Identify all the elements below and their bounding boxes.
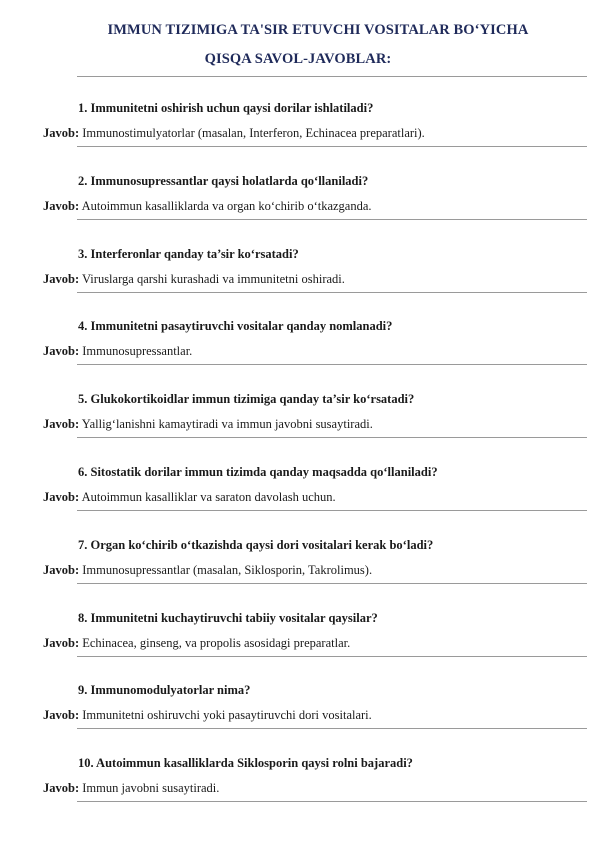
- answer-divider: [77, 219, 587, 220]
- answer-divider: [77, 801, 587, 802]
- question-text: 5. Glukokortikoidlar immun tizimiga qanday ta’sir ko‘rsatadi?: [78, 392, 415, 407]
- answer-line: [43, 126, 425, 141]
- answer-text: Yallig‘lanishni kamaytiradi va immun javobni susaytiradi.: [81, 417, 373, 432]
- answer-label: Javob:: [43, 344, 80, 359]
- answer-label: Javob:: [43, 635, 80, 650]
- answer-text: Immunosupressantlar.: [82, 344, 193, 359]
- answer-line: [43, 563, 372, 578]
- answer-line: [43, 708, 372, 723]
- answer-label: Javob:: [43, 198, 80, 213]
- answer-line: [43, 199, 372, 214]
- answer-divider: [77, 656, 587, 657]
- answer-divider: [77, 146, 587, 147]
- answer-divider: [77, 728, 587, 729]
- answer-line: [43, 490, 336, 505]
- answer-text: Autoimmun kasalliklarda va organ ko‘chirib o‘tkazganda.: [81, 198, 372, 213]
- answer-divider: [77, 510, 587, 511]
- answer-line: [43, 417, 373, 432]
- answer-line: [43, 781, 219, 796]
- answer-divider: [77, 437, 587, 438]
- question-text: 1. Immunitetni oshirish uchun qaysi dorilar ishlatiladi?: [78, 101, 374, 115]
- page-title-line-1: IMMUN TIZIMIGA TA'SIR ETUVCHI VOSITALAR BO‘YICHA: [107, 22, 529, 38]
- answer-label: Javob:: [43, 781, 80, 796]
- answer-label: Javob:: [43, 708, 80, 723]
- answer-text: Immunostimulyatorlar (masalan, Interferon, Echinacea preparatlari).: [82, 126, 425, 140]
- answer-text: Echinacea, ginseng, va propolis asosidagi preparatlar.: [82, 635, 351, 650]
- answer-line: [43, 344, 192, 359]
- answer-line: [43, 636, 350, 651]
- answer-label: Javob:: [43, 417, 80, 432]
- question-text: 10. Autoimmun kasalliklarda Siklosporin qaysi rolni bajaradi?: [78, 756, 413, 771]
- answer-line: [43, 272, 345, 287]
- answer-label: Javob:: [43, 562, 80, 577]
- answer-label: Javob:: [43, 271, 80, 286]
- answer-text: Viruslarga qarshi kurashadi va immunitetni oshiradi.: [82, 271, 345, 286]
- answer-divider: [77, 364, 587, 365]
- question-text: 2. Immunosupressantlar qaysi holatlarda qo‘llaniladi?: [78, 173, 369, 188]
- question-text: 9. Immunomodulyatorlar nima?: [78, 683, 251, 698]
- page-title-line-2: QISQA SAVOL-JAVOBLAR:: [204, 51, 392, 67]
- answer-divider: [77, 292, 587, 293]
- answer-label: Javob:: [43, 126, 80, 140]
- answer-text: Immun javobni susaytiradi.: [82, 781, 220, 796]
- question-text: 4. Immunitetni pasaytiruvchi vositalar qanday nomlanadi?: [78, 319, 393, 334]
- question-text: 8. Immunitetni kuchaytiruvchi tabiiy vositalar qaysilar?: [78, 610, 378, 625]
- answer-divider: [77, 583, 587, 584]
- question-text: 6. Sitostatik dorilar immun tizimda qanday maqsadda qo‘llaniladi?: [78, 465, 438, 479]
- answer-text: Immunitetni oshiruvchi yoki pasaytiruvchi dori vositalari.: [82, 708, 372, 723]
- question-text: 7. Organ ko‘chirib o‘tkazishda qaysi dori vositalari kerak bo‘ladi?: [78, 537, 434, 552]
- question-text: 3. Interferonlar qanday ta’sir ko‘rsatadi?: [78, 246, 299, 261]
- answer-text: Autoimmun kasalliklar va saraton davolash uchun.: [81, 490, 336, 504]
- title-divider: [77, 76, 587, 77]
- answer-text: Immunosupressantlar (masalan, Siklosporin, Takrolimus).: [82, 562, 373, 577]
- answer-label: Javob:: [43, 490, 80, 504]
